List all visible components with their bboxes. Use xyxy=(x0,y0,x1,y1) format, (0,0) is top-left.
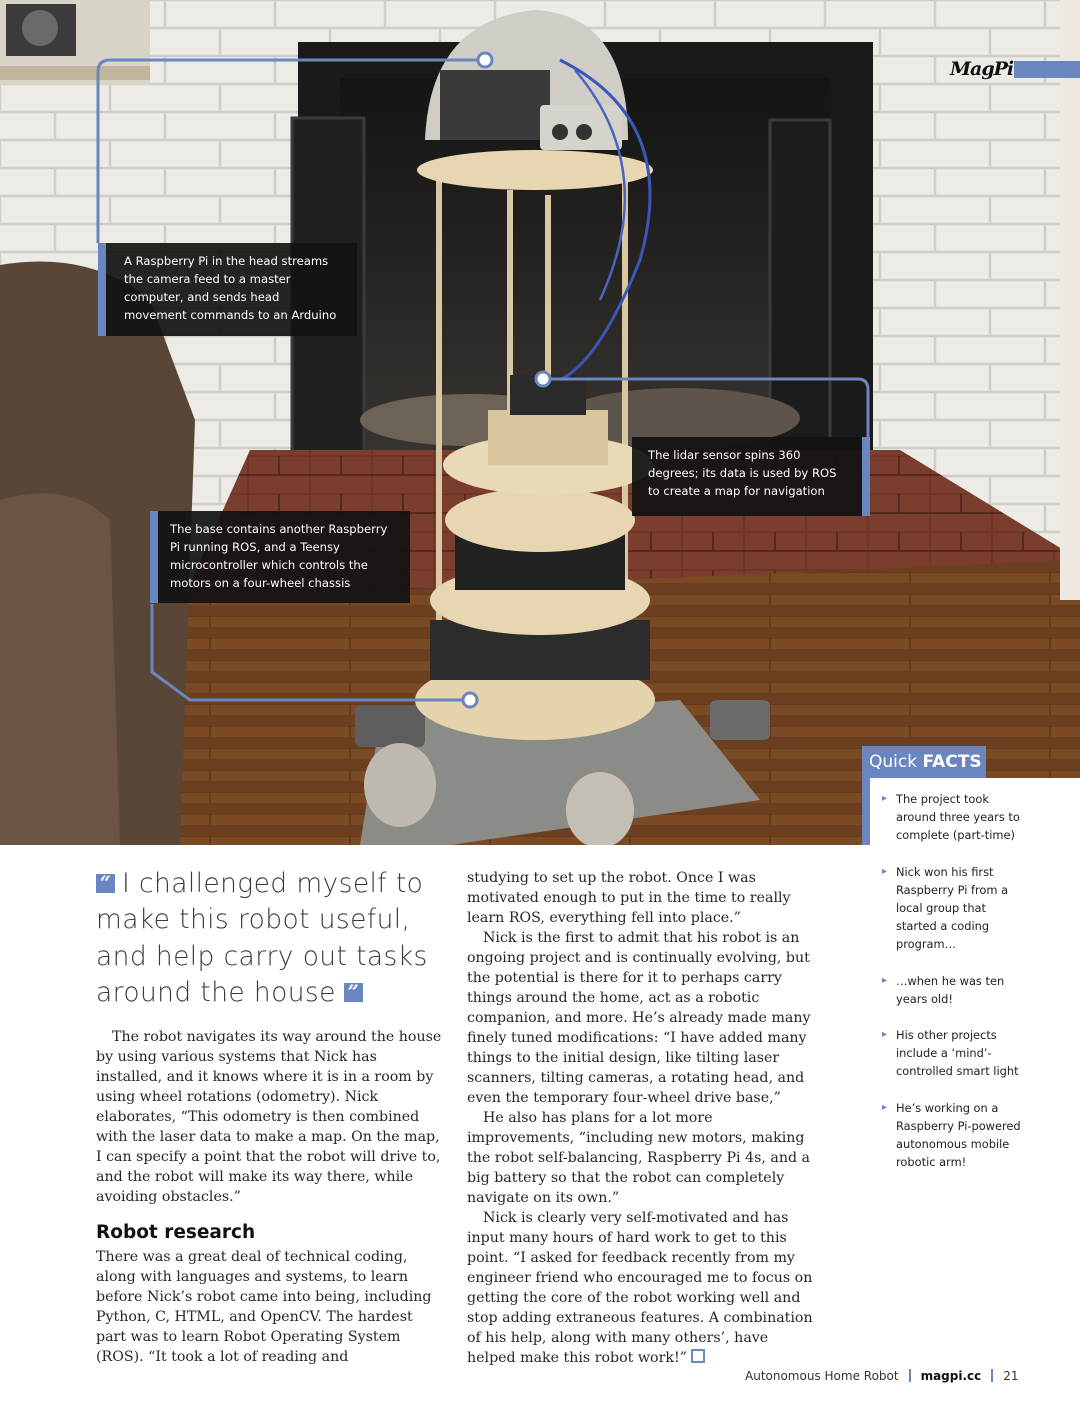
magpi-logo: MagPi xyxy=(950,58,1014,80)
quote-close-icon: ” xyxy=(344,983,363,1002)
callout-base-text: The base contains another Raspberry Pi running ROS, and a Teensy microcontroller which controls the motors on a four-wheel chassis xyxy=(170,522,388,590)
article-column-2 xyxy=(467,868,817,1368)
bullet-arrow-icon: ▸ xyxy=(882,1101,888,1113)
page-number: 21 xyxy=(1003,1369,1019,1383)
bullet-arrow-icon: ▸ xyxy=(882,1029,888,1041)
end-mark-icon xyxy=(691,1349,705,1363)
quick-facts-accent xyxy=(862,778,870,845)
page-footer xyxy=(745,1369,1019,1383)
footer-site-link[interactable]: magpi.cc xyxy=(920,1369,982,1383)
footer-divider xyxy=(909,1369,911,1382)
callout-head-text: A Raspberry Pi in the head streams the camera feed to a master computer, and sends head movement commands to an Arduino xyxy=(124,254,337,322)
pull-quote-text: I challenged myself to make this robot useful, and help carry out tasks around the house xyxy=(96,868,428,1008)
callout-lidar-text: The lidar sensor spins 360 degrees; its data is used by ROS to create a map for navigation xyxy=(648,448,837,498)
fact-item xyxy=(882,972,1030,1008)
callout-base xyxy=(158,511,410,603)
article-paragraph: studying to set up the robot. Once I was motivated enough to put in the time to really learn ROS, everything fell into place.” xyxy=(467,870,791,926)
callout-lidar xyxy=(632,437,862,516)
logo-accent-bar xyxy=(1014,61,1080,78)
article-paragraph-text: Nick is clearly very self-motivated and has input many hours of hard work to get to this point. “I asked for feedback recently from my engineer friend who encouraged me to focus on getting the core of the robot working well and stop adding extraneous features. A combination of his help, along with many others’, have helped make this robot work!” xyxy=(467,1210,813,1366)
subheading: Robot research xyxy=(96,1222,256,1243)
fact-text: His other projects include a ‘mind’-controlled smart light xyxy=(896,1028,1019,1079)
bullet-arrow-icon: ▸ xyxy=(882,793,888,804)
fact-item xyxy=(882,790,1030,845)
fact-text: He’s working on a Raspberry Pi-powered autonomous mobile robotic arm! xyxy=(896,1100,1021,1170)
quick-facts-header xyxy=(862,746,986,778)
callout-accent xyxy=(862,437,870,516)
callout-accent xyxy=(98,243,106,336)
article-column-1 xyxy=(96,1027,444,1367)
fact-item xyxy=(882,1026,1030,1081)
callout-head xyxy=(106,243,357,336)
footer-divider xyxy=(991,1369,993,1382)
article-paragraph: There was a great deal of technical coding, along with languages and systems, to learn before Nick’s robot came into being, including Python, C, HTML, and OpenCV. The hardest part was to learn Robot Operating System (ROS). “It took a lot of reading and xyxy=(96,1249,432,1365)
callout-accent xyxy=(150,511,158,603)
fact-text: …when he was ten years old! xyxy=(896,973,1005,1006)
fact-text: The project took around three years to complete (part-time) xyxy=(896,792,1020,843)
article-paragraph: He also has plans for a lot more improvements, “including new motors, making the robot self-balancing, Raspberry Pi 4s, and a big battery so that the robot can completely navigate on its own.” xyxy=(467,1110,811,1206)
footer-section: Autonomous Home Robot xyxy=(745,1369,899,1383)
quick-facts-title-bold: FACTS xyxy=(922,752,982,772)
pull-quote xyxy=(96,866,446,1011)
quick-facts-list xyxy=(882,790,1030,1189)
fact-text: Nick won his first Raspberry Pi from a local group that started a coding program… xyxy=(896,864,1009,952)
quote-open-icon: “ xyxy=(96,874,115,893)
quick-facts-title-light: Quick xyxy=(869,752,923,772)
article-paragraph: The robot navigates its way around the house by using various systems that Nick has installed, and it knows where it is in a room by using wheel rotations (odometry). Nick elaborates, “This odometry is then combined with the laser data to make a map. On the map, I can specify a point that the robot will drive to, and the robot will make its way there, while avoiding obstacles.” xyxy=(96,1029,442,1205)
bullet-arrow-icon: ▸ xyxy=(882,974,888,986)
fact-item xyxy=(882,863,1030,954)
article-paragraph: Nick is the first to admit that his robot is an ongoing project and is continually evolving, but the potential is there for it to perhaps carry things around the home, act as a robotic companion, and more. He’s already made many finely tuned modifications: “I have added many things to the initial design, like tilting laser scanners, tilting cameras, a rotating head, and even the temporary four-wheel drive base,” xyxy=(467,930,811,1106)
article-paragraph-final xyxy=(467,1208,817,1368)
bullet-arrow-icon: ▸ xyxy=(882,865,888,877)
fact-item xyxy=(882,1099,1030,1172)
